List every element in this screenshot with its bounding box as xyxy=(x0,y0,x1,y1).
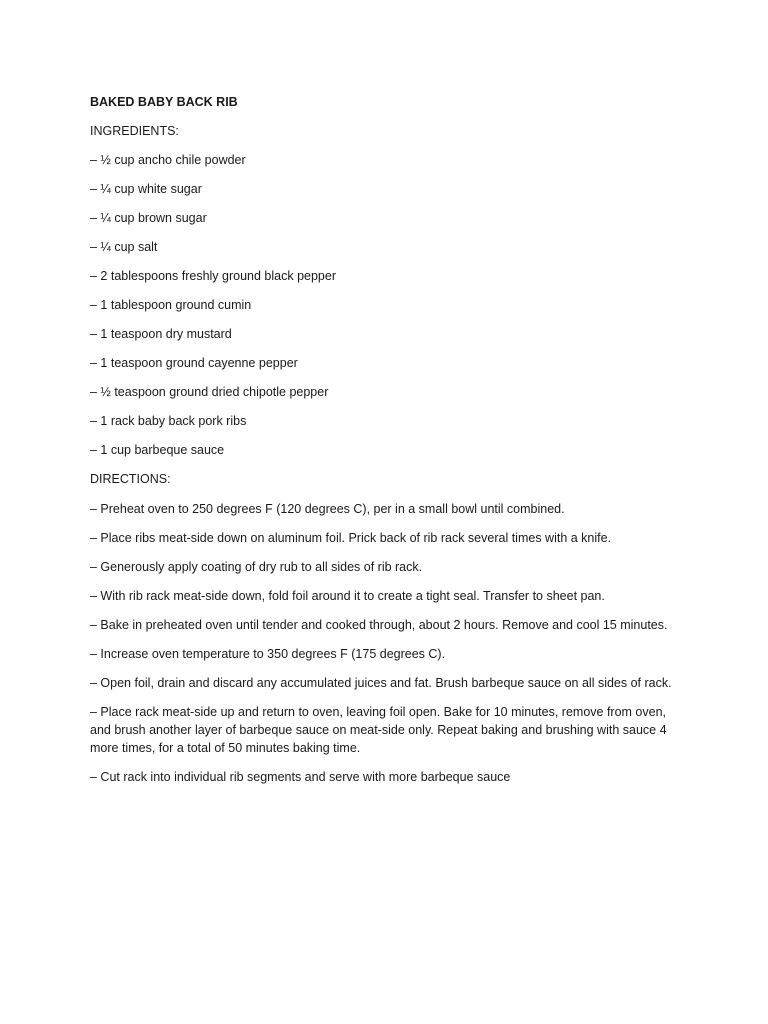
direction-step: – Generously apply coating of dry rub to all sides of rib rack. xyxy=(90,560,423,574)
direction-step: – Cut rack into individual rib segments and serve with more barbeque sauce xyxy=(90,770,511,784)
recipe-title: BAKED BABY BACK RIB xyxy=(90,95,238,109)
directions-heading: DIRECTIONS: xyxy=(90,472,171,486)
direction-step: – Bake in preheated oven until tender and cooked through, about 2 hours. Remove and cool 15 minutes. xyxy=(90,618,668,632)
direction-step: – With rib rack meat-side down, fold foil around it to create a tight seal. Transfer to sheet pan. xyxy=(90,589,605,603)
ingredient-item: – ½ cup ancho chile powder xyxy=(90,153,246,167)
direction-step: – Open foil, drain and discard any accumulated juices and fat. Brush barbeque sauce on all sides of rack. xyxy=(90,676,672,690)
direction-step: – Place rack meat-side up and return to oven, leaving foil open. Bake for 10 minutes, remove from oven, and brush another layer of barbeque sauce on meat-side only. Repeat baking and brushing with sauce 4 more times, for a total of 50 minutes baking time. xyxy=(90,705,667,755)
ingredient-item: – 1 tablespoon ground cumin xyxy=(90,298,252,312)
ingredient-item: – ¼ cup white sugar xyxy=(90,182,202,196)
ingredients-heading: INGREDIENTS: xyxy=(90,124,179,138)
ingredient-item: – 1 cup barbeque sauce xyxy=(90,443,225,457)
document-page xyxy=(90,94,680,797)
direction-step: – Increase oven temperature to 350 degrees F (175 degrees C). xyxy=(90,647,446,661)
ingredient-item: – ½ teaspoon ground dried chipotle pepper xyxy=(90,385,329,399)
direction-step: – Preheat oven to 250 degrees F (120 degrees C), per in a small bowl until combined. xyxy=(90,502,565,516)
direction-step: – Place ribs meat-side down on aluminum foil. Prick back of rib rack several times with a knife. xyxy=(90,531,612,545)
directions-list xyxy=(90,500,680,786)
ingredient-item: – 2 tablespoons freshly ground black pepper xyxy=(90,269,336,283)
ingredient-item: – ¼ cup salt xyxy=(90,240,158,254)
ingredient-item: – 1 teaspoon ground cayenne pepper xyxy=(90,356,298,370)
ingredient-item: – ¼ cup brown sugar xyxy=(90,211,207,225)
ingredient-item: – 1 rack baby back pork ribs xyxy=(90,414,247,428)
ingredient-item: – 1 teaspoon dry mustard xyxy=(90,327,232,341)
ingredients-list xyxy=(90,152,680,459)
